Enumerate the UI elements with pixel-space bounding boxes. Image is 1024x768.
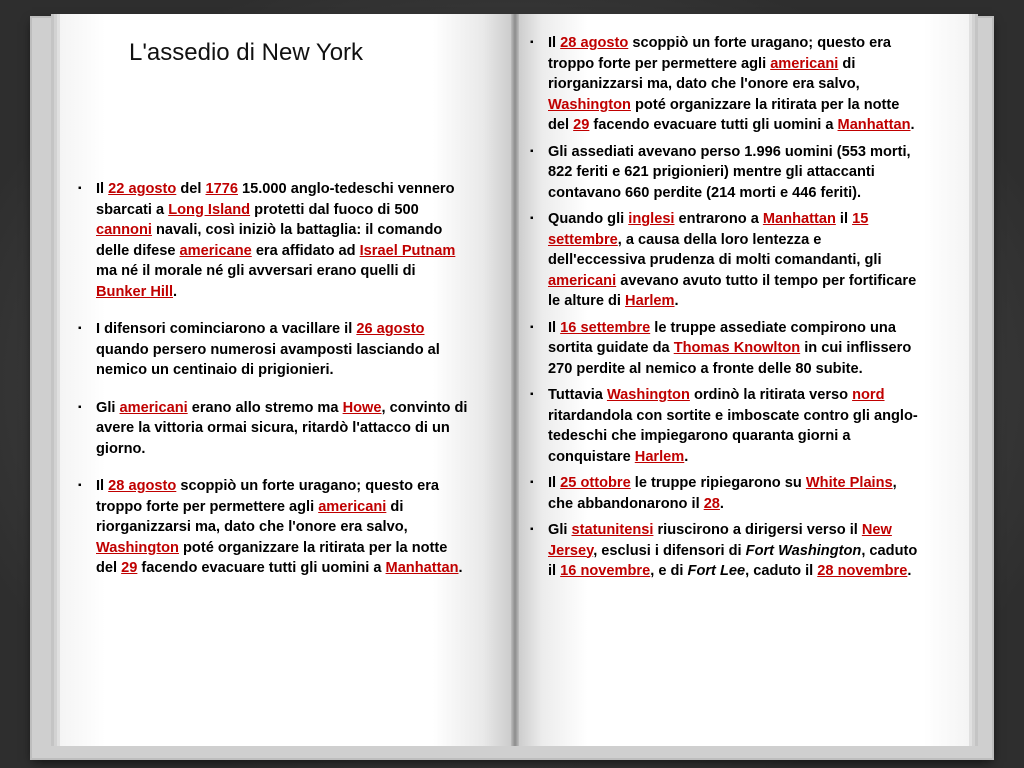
text-span: le truppe assediate compirono una sortita guidate da — [548, 319, 896, 356]
bullet-marker-icon: ▪ — [530, 321, 534, 333]
bullet-marker-icon: ▪ — [530, 477, 534, 488]
wiki-link[interactable]: inglesi — [628, 211, 675, 227]
wiki-link[interactable]: statunitensi — [571, 522, 654, 538]
text-span: ma né il morale né gli avversari erano quelli di — [96, 263, 416, 279]
text-span: le truppe ripiegarono su — [630, 475, 806, 491]
text-span: facendo evacuare tutti gli uomini a — [589, 117, 838, 133]
bullet-marker-icon: ▪ — [78, 401, 82, 413]
wiki-link[interactable]: 29 — [121, 560, 138, 576]
wiki-link[interactable]: americane — [179, 242, 252, 259]
wiki-link[interactable]: Harlem — [634, 448, 685, 465]
text-span: I difensori cominciarono a vacillare il — [96, 321, 357, 337]
text-span: , e di — [650, 563, 688, 579]
wiki-link[interactable]: Washington — [606, 387, 690, 403]
text-span: . — [173, 283, 178, 300]
wiki-link[interactable]: americani — [770, 55, 839, 72]
wiki-link[interactable]: White Plains — [805, 475, 893, 491]
bullet-item — [78, 179, 468, 302]
italic-text: Fort Lee — [687, 563, 746, 579]
wiki-link[interactable]: nord — [852, 387, 885, 403]
text-span: . — [907, 563, 912, 579]
text-span: Tuttavia — [548, 387, 607, 403]
wiki-link[interactable]: Thomas Knowlton — [673, 340, 801, 356]
wiki-link[interactable]: Long Island — [168, 201, 251, 218]
italic-text: Fort Washington — [745, 542, 862, 559]
text-span: di riorganizzarsi ma, dato che l'onore era salvo, — [548, 55, 860, 92]
bullet-item — [530, 209, 922, 312]
text-span: entrarono a — [674, 211, 763, 227]
text-span: poté organizzare la ritirata per la notte del — [96, 539, 448, 576]
wiki-link[interactable]: Manhattan — [837, 117, 911, 133]
text-span: Gli — [96, 399, 120, 416]
bullet-marker-icon: ▪ — [530, 145, 534, 157]
text-span: Il — [548, 319, 561, 336]
bullet-item — [78, 476, 468, 579]
text-span: Il — [548, 35, 561, 51]
right-bullet-list — [530, 33, 922, 588]
wiki-link[interactable]: 28 agosto — [560, 35, 629, 51]
bullet-item — [78, 319, 468, 381]
wiki-link[interactable]: Howe — [342, 399, 382, 416]
text-span: Gli assediati avevano perso 1.996 uomini (553 morti, 822 feriti e 621 prigionieri) mentre gli attaccanti contavano 660 perdite (214 morti e 446 feriti). — [548, 143, 911, 201]
bullet-item — [530, 142, 922, 204]
wiki-link[interactable]: 28 agosto — [108, 478, 177, 494]
text-span: 15.000 anglo-tedeschi vennero sbarcati a — [96, 181, 455, 218]
wiki-link[interactable]: New Jersey — [548, 522, 892, 559]
wiki-link[interactable]: Washington — [548, 96, 631, 113]
text-span: . — [684, 448, 689, 465]
text-span: Quando gli — [548, 211, 629, 227]
wiki-link[interactable]: Manhattan — [385, 560, 459, 576]
text-span: , convinto di avere la vittoria ormai sicura, ritardò l'attacco di un giorno. — [96, 399, 468, 457]
text-span: scoppiò un forte uragano; questo era troppo forte per permettere agli — [96, 478, 440, 515]
wiki-link[interactable]: 16 novembre — [560, 563, 651, 579]
text-span: scoppiò un forte uragano; questo era troppo forte per permettere agli — [548, 35, 892, 72]
wiki-link[interactable]: 26 agosto — [356, 321, 425, 337]
page-title: L'assedio di New York — [128, 39, 364, 66]
wiki-link[interactable]: 25 ottobre — [560, 475, 631, 491]
bullet-marker-icon: ▪ — [530, 37, 534, 48]
bullet-marker-icon: ▪ — [78, 480, 82, 491]
text-span: erano allo stremo ma — [187, 399, 343, 416]
bullet-marker-icon: ▪ — [530, 524, 534, 535]
wiki-link[interactable]: cannoni — [96, 222, 152, 238]
wiki-link[interactable]: 16 settembre — [560, 319, 651, 336]
text-span: , a causa della loro lentezza e dell'eccessiva prudenza di molti comandanti, gli — [548, 231, 882, 268]
wiki-link[interactable]: Harlem — [625, 293, 675, 309]
wiki-link[interactable]: americani — [318, 498, 387, 515]
bullet-marker-icon: ▪ — [78, 323, 82, 334]
text-span: . — [674, 293, 679, 309]
text-span: , che abbandonarono il — [548, 475, 897, 512]
bullet-marker-icon: ▪ — [530, 213, 534, 224]
text-span: , esclusi i difensori di — [593, 542, 746, 559]
text-span: quando persero numerosi avamposti lasciando al nemico un centinaio di prigionieri. — [96, 341, 440, 378]
wiki-link[interactable]: 29 — [573, 117, 590, 133]
wiki-link[interactable]: 15 settembre — [548, 211, 869, 248]
text-span: avevano avuto tutto il tempo per fortificare le alture di — [548, 272, 917, 309]
text-span: navali, così iniziò la battaglia: il comando delle difese — [96, 222, 443, 259]
text-span: poté organizzare la ritirata per la notte del — [548, 96, 900, 133]
text-span: ritardandola con sortite e imboscate contro gli anglo-tedeschi che impiegarono quaranta giorni a conquistare — [548, 407, 918, 465]
wiki-link[interactable]: 28 novembre — [817, 563, 908, 579]
text-span: Il — [548, 475, 561, 491]
text-span: del — [176, 181, 206, 197]
bullet-item — [530, 33, 922, 136]
text-span: Il — [96, 181, 109, 197]
text-span: Gli — [548, 522, 572, 538]
bullet-item — [530, 520, 922, 582]
left-bullet-list — [78, 179, 468, 596]
wiki-link[interactable]: americani — [548, 272, 617, 289]
text-span: ordinò la ritirata verso — [689, 387, 853, 403]
text-span: in cui inflissero 270 perdite al nemico a fronte delle 80 subite. — [548, 340, 912, 377]
bullet-item — [78, 398, 468, 460]
text-span: Il — [96, 478, 109, 494]
text-span: , caduto il — [745, 563, 818, 579]
text-span: riuscirono a dirigersi verso il — [653, 522, 862, 538]
text-span: protetti dal fuoco di 500 — [250, 201, 419, 218]
wiki-link[interactable]: 1776 — [205, 181, 238, 197]
bullet-marker-icon: ▪ — [78, 183, 82, 194]
book-spine — [511, 14, 519, 746]
bullet-item — [530, 385, 922, 467]
wiki-link[interactable]: Washington — [96, 539, 179, 556]
wiki-link[interactable]: 28 — [703, 495, 720, 512]
wiki-link[interactable]: Bunker Hill — [96, 283, 174, 300]
text-span: di riorganizzarsi ma, dato che l'onore era salvo, — [96, 498, 408, 535]
text-span: facendo evacuare tutti gli uomini a — [137, 560, 386, 576]
wiki-link[interactable]: americani — [119, 399, 188, 416]
wiki-link[interactable]: Israel Putnam — [359, 242, 456, 259]
bullet-item — [530, 473, 922, 514]
bullet-item — [530, 318, 922, 380]
bullet-marker-icon: ▪ — [530, 389, 534, 400]
text-span: . — [910, 117, 915, 133]
text-span: , caduto il — [548, 542, 918, 579]
wiki-link[interactable]: 22 agosto — [108, 181, 177, 197]
wiki-link[interactable]: Manhattan — [762, 211, 836, 227]
text-span: . — [458, 560, 463, 576]
text-span: . — [719, 495, 724, 512]
text-span: il — [835, 211, 853, 227]
text-span: era affidato ad — [251, 242, 360, 259]
